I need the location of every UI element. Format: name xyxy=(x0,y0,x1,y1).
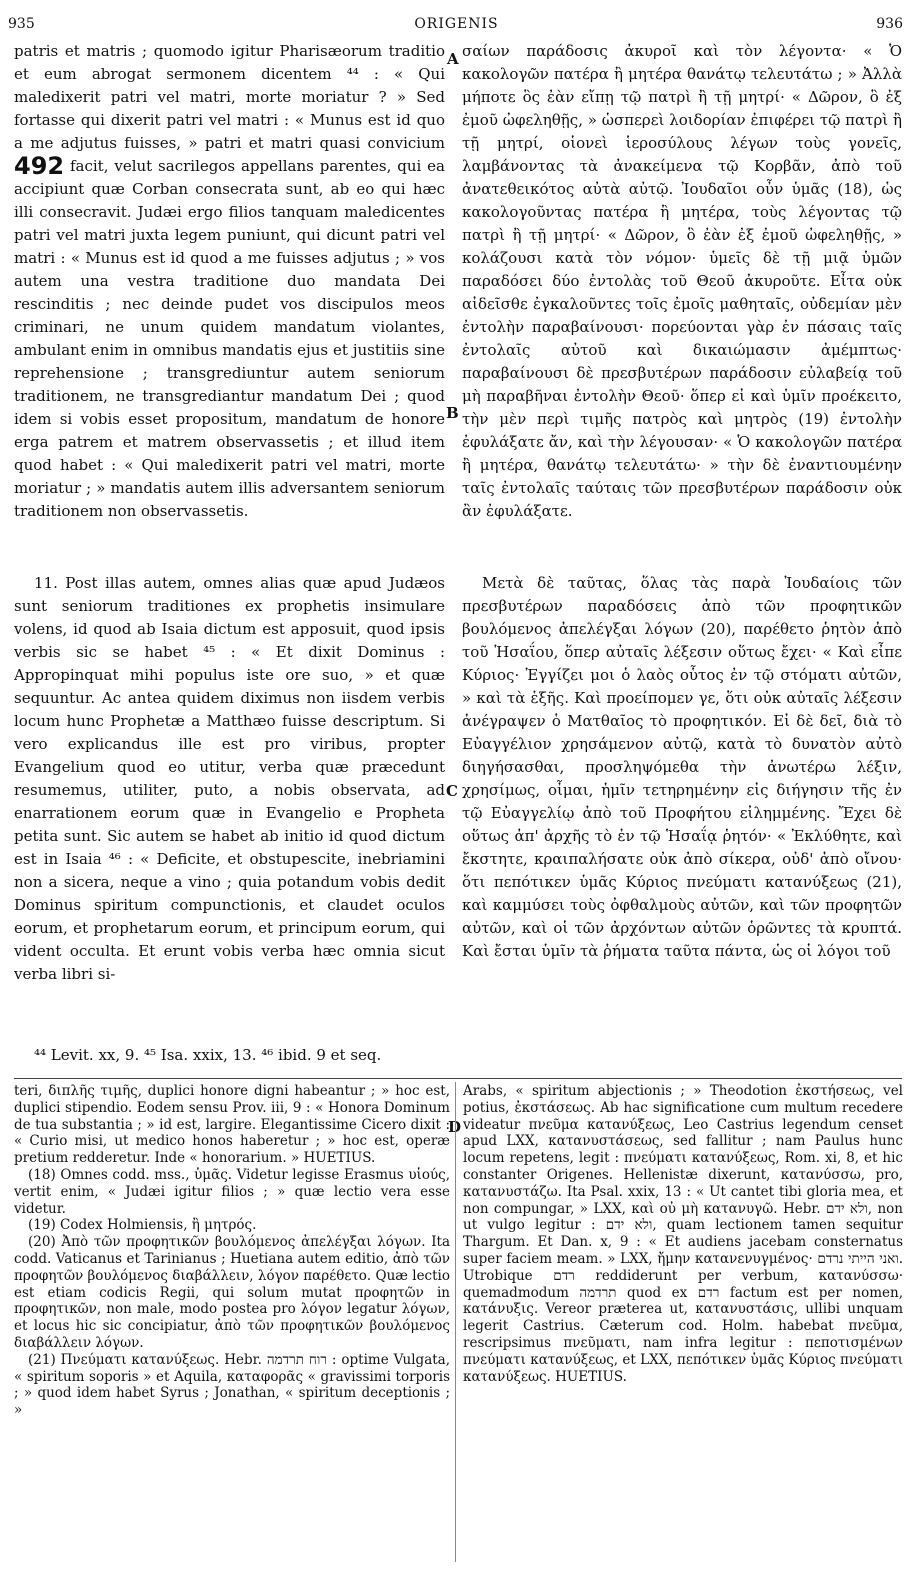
latin-text: facit, velut sacrilegos appellans parentes, qui ea accipiunt quæ Corban consecrata sunt, ab eo qui hæc illi consecravit. Judæi ergo filios tanquam maledicentes patri vel matri juxta legem puniunt, qui dicunt patri vel matri : « Munus est id quod a me fuisses adjutus ; » vos autem una vestra traditione duo mandata Dei rescinditis ; nec deinde pudet vos discipulos meos criminari, ne unum quidem mandatum violantes, ambulant enim in omnibus mandatis ejus et justitiis sine reprehensione ; transgrediuntur autem seniorum traditionem, ne transgrediantur mandatum Dei ; quod idem si vobis esset propositum, mandatum de honore erga patrem et matrem observassetis ; et illud item quod habet : « Qui maledixerit patri vel matri, morte moriatur ; » mandatis autem illis adversantem seniorum traditionem non observassetis. xyxy=(14,157,445,520)
scripture-references: ⁴⁴ Levit. xx, 9. ⁴⁵ Isa. xxix, 13. ⁴⁶ ibid. 9 et seq. xyxy=(34,1046,382,1064)
running-header xyxy=(0,16,913,36)
greek-column-top xyxy=(462,40,902,550)
footnote-continued: Arabs, « spiritum abjectionis ; » Theodotion ἐκστήσεως, vel potius, ἐκστάσεως. Ab hac significatione cum multum recedere videatur πνεῦμα κατανύξεως, Leo Castrius legendum censet apud LXX, κατανυστάσεως, sed fallitur ; nam Paulus hunc locum repetens, legit : πνεύματι κατανύξεως, Rom. xi, 8, et hic constanter Origenes. Hellenistæ dixerunt, κατανύσσω, pro, κατανυστάζω. Ita Psal. xxix, 13 : « Ut cantet tibi gloria mea, et non compungar, » LXX, καὶ οὐ μὴ κατανυγῶ. Hebr. ולא ידם, non ut vulgo legitur : ולא ידם, quam lectionem tamen sequitur Thargum. Et Dan. x, 9 : « Et audiens jacebam consternatus super faciem meam. » LXX, ἤμην κατανενυγμένος· ואני הייתי נרדם. Utrobique רדם reddiderunt per verbum, κατανύσσω· quemadmodum תרדמה quod ex רדם factum est per nomen, κατάνυξις. Vereor præterea ut, κατανυστάσις, ullibi unquam legerit Castrius. Cæterum cod. Holm. habebat πνεῦμα, rescripsimus πνεῦματι, nam infra legitur : πεποτισμένων πνεύματι κατανύξεως, et LXX, πεπότικεν ὑμᾶς Κύριος πνεύματι κατανύξεως. HUETIUS. xyxy=(463,1083,903,1385)
footnote-18: (18) Omnes codd. mss., ὑμᾶς. Videtur legisse Erasmus υἱούς, vertit enim, « Judæi igitur filios ; » quæ lectio vera esse videtur. xyxy=(14,1166,450,1217)
greek-paragraph-2: Μετὰ δὲ ταῦτας, ὅλας τὰς παρὰ Ἰουδαίοις τῶν πρεσβυτέρων παραδόσεις ἀπὸ τῶν προφητικῶν βουλόμενος ἀπελέγξαι λόγων (20), παρέθετο ῥητὸν ἀπὸ τοῦ Ἡσαΐου, ὅπερ αὐταῖς λέξεσιν οὕτως ἔχει· « Καὶ εἶπε Κύριος· Ἐγγίζει μοι ὁ λαὸς οὗτος ἐν τῷ στόματι αὐτῶν, » καὶ τὰ ἑξῆς. Καὶ προείπομεν γε, ὅτι οὐκ αὐταῖς λέξεσιν ἀνέγραψεν ὁ Ματθαῖος τὸ προφητικόν. Εἰ δὲ δεῖ, διὰ τὸ Εὐαγγέλιον χρησάμενον αὐτῷ, κατὰ τὸ δυνατὸν αὐτὸ διηγήσασθαι, προσληψόμεθα τὴν ἀνωτέρω λέξιν, χρησίμως, οἶμαι, ἡμῖν τετηρημένην εἰς διήγησιν τῆς ἐν τῷ Εὐαγγελίῳ ἀπὸ τοῦ Προφήτου εἰλημμένης. Ἔχει δὲ οὕτως ἀπ' ἀρχῆς τὸ ἐν τῷ Ἡσαΐᾳ ῥητόν· « Ἐκλύθητε, καὶ ἔκστητε, κραιπαλήσατε οὐκ ἀπὸ σίκερα, οὐδ' ἀπὸ οἴνου· ὅτι πεπότικεν ὑμᾶς Κύριος πνεύματι κατανύξεως (21), καὶ καμμύσει τοὺς ὀφθαλμοὺς αὐτῶν, καὶ τῶν προφητῶν αὐτῶν, καὶ οἱ τῶν ἀρχόντων αὐτῶν ὁρῶντες τὰ κρυπτά. Καὶ ἔσται ὑμῖν τὰ ῥήματα ταῦτα πάντα, ὡς οἱ λόγοι τοῦ xyxy=(462,574,902,960)
footnote-rule xyxy=(14,1078,902,1079)
column-number: 492 xyxy=(14,152,65,180)
footnote-21: (21) Πνεύματι κατανύξεως. Hebr. רוח תרדמה : optime Vulgata, « spiritum soporis » et Aquila, καταφορᾶς « gravissimi torporis ; » quod idem habet Syrus ; Jonathan, « spiritum deceptionis ; » xyxy=(14,1351,450,1419)
latin-paragraph-11: 11. Post illas autem, omnes alias quæ apud Judæos sunt seniorum traditiones ex prophetis insimulare volens, id quod ab Isaia dictum est apposuit, quod ipsis verbis sic se habet ⁴⁵ : « Et dixit Dominus : Appropinquat mihi populus iste ore suo, » et quæ sequuntur. Ac antea quidem diximus non iisdem verbis locum hunc Prophetæ a Matthæo fuisse descriptum. Si vero explicandus ille est pro viribus, propter Evangelium quod eo utitur, verba quæ præcedunt resumemus, utiliter, puto, a nobis observata, ad enarrationem eorum quæ in Evangelio e Propheta petita sunt. Sic autem se habet ab initio id quod dictum est in Isaia ⁴⁶ : « Deficite, et obstupescite, inebriamini non a sicera, neque a vino ; quia potandum vobis dedit Dominus spiritum compunctionis, et claudet oculos eorum, et prophetarum eorum, et principum eorum, qui vident occulta. Et erunt vobis verba hæc omnia sicut verba libri si- xyxy=(14,574,445,983)
column-divider xyxy=(455,1082,456,1562)
footnotes-right xyxy=(463,1083,903,1563)
margin-mark-d: D xyxy=(448,1118,462,1136)
page-number-right: 936 xyxy=(876,16,903,32)
latin-paragraph-10 xyxy=(14,40,445,523)
footnote-19: (19) Codex Holmiensis, ἢ μητρός. xyxy=(28,1217,257,1234)
latin-text: patris et matris ; quomodo igitur Pharisæorum traditio et eum abrogat sermonem dicentem ⁴⁴ : « Qui maledixerit patri vel matri, morte moriatur ? » Sed fortasse qui dixerit patri vel matri : « Munus est id quo a me adjutus fuisses, » patri et matri quasi convicium xyxy=(14,42,445,152)
margin-mark-c: C xyxy=(446,782,458,800)
margin-mark-a: A xyxy=(447,50,459,68)
footnote-20: (20) Ἀπὸ τῶν προφητικῶν βουλόμενος ἀπελέγξαι λόγων. Ita codd. Vaticanus et Tarinianus ; Huetiana autem editio, ἀπὸ τῶν προφητῶν βουλόμενος διαβάλλειν, λόγον παρέθετο. Quæ lectio est etiam codicis Regii, qui solum mutat προφητῶν in προφητικῶν, non male, modo postea pro λόγον legatur λόγων, et locus hic sic concipiatur, ἀπὸ τῶν προφητικῶν βουλόμενος διαβάλλειν λόγων. xyxy=(14,1234,450,1351)
greek-paragraph-1: σαίων παράδοσις ἀκυροῖ καὶ τὸν λέγοντα· « Ὁ κακολογῶν πατέρα ἢ μητέρα θανάτῳ τελευτάτω ; » Ἀλλὰ μήποτε ὃς ἐὰν εἴπῃ τῷ πατρὶ ἢ τῇ μητρί· « Δῶρον, ὃ ἐξ ἐμοῦ ὠφεληθῇς, » ὡσπερεὶ λοιδορίαν ἐπιφέρει τῷ πατρὶ ἢ τῇ μητρί, οἱονεὶ ἱεροσύλους λέγων τοὺς γονεῖς, λαμβάνοντας τὰ ἀνακείμενα τῷ Κορβᾶν, ἀπὸ τοῦ ἀνατεθεικότος αὐτὰ αὐτῷ. Ἰουδαῖοι οὖν ὑμᾶς (18), ὡς κακολογοῦντας πατέρα ἢ μητέρα, τοὺς λέγοντας τῷ πατρὶ ἢ τῇ μητρί· « Δῶρον, ὃ ἐὰν ἐξ ἐμοῦ ὠφεληθῇς, » κολάζουσι κατὰ τὸν νόμον· ὑμεῖς δὲ τῇ μιᾷ ὑμῶν παραδόσει δύο ἐντολὰς τοῦ Θεοῦ ἀκυροῦτε. Εἶτα οὐκ αἰδεῖσθε ἐγκαλοῦντες τοῖς ἐμοῖς μαθηταῖς, οὐδεμίαν μὲν ἐντολὴν παραβαίνουσι· πορεύονται γὰρ ἐν πάσαις ταῖς ἐντολαῖς αὐτοῦ καὶ δικαιώμασιν ἀμέμπτως· παραβαίνουσι δὲ πρεσβυτέρων παράδοσιν εὐλαβείᾳ τοῦ μὴ παραβῆναι ἐντολὴν Θεοῦ· ὅπερ εἰ καὶ ὑμῖν προέκειτο, τὴν μὲν περὶ τιμῆς πατρὸς καὶ μητρὸς (19) ἐντολὴν ἐφυλάξατε ἄν, καὶ τὴν λέγουσαν· « Ὁ κακολογῶν πατέρα ἢ μητέρα, θανάτῳ τελευτάτω· » τὴν δὲ ἐναντιουμένην ταῖς ἐντολαῖς ταύταις τῶν πρεσβυτέρων παράδοσιν οὐκ ἂν ἐφυλάξατε. xyxy=(462,42,902,520)
latin-column-top xyxy=(14,40,445,568)
page-number-left: 935 xyxy=(8,16,35,32)
greek-column-bottom xyxy=(462,572,902,1037)
margin-mark-b: B xyxy=(446,404,459,422)
footnotes-left xyxy=(14,1083,450,1563)
footnote: teri, διπλῆς τιμῆς, duplici honore digni habeantur ; » hoc est, duplici stipendio. Eodem sensu Prov. iii, 9 : « Honora Dominum de tua substantia ; » id est, largire. Elegantissime Cicero dixit : « Curio misi, ut medico honos haberetur ; » hoc est, operæ pretium redderetur. Inde « honorarium. » HUETIUS. xyxy=(14,1083,450,1167)
running-title: ORIGENIS xyxy=(414,16,499,32)
latin-column-bottom xyxy=(14,572,445,1037)
